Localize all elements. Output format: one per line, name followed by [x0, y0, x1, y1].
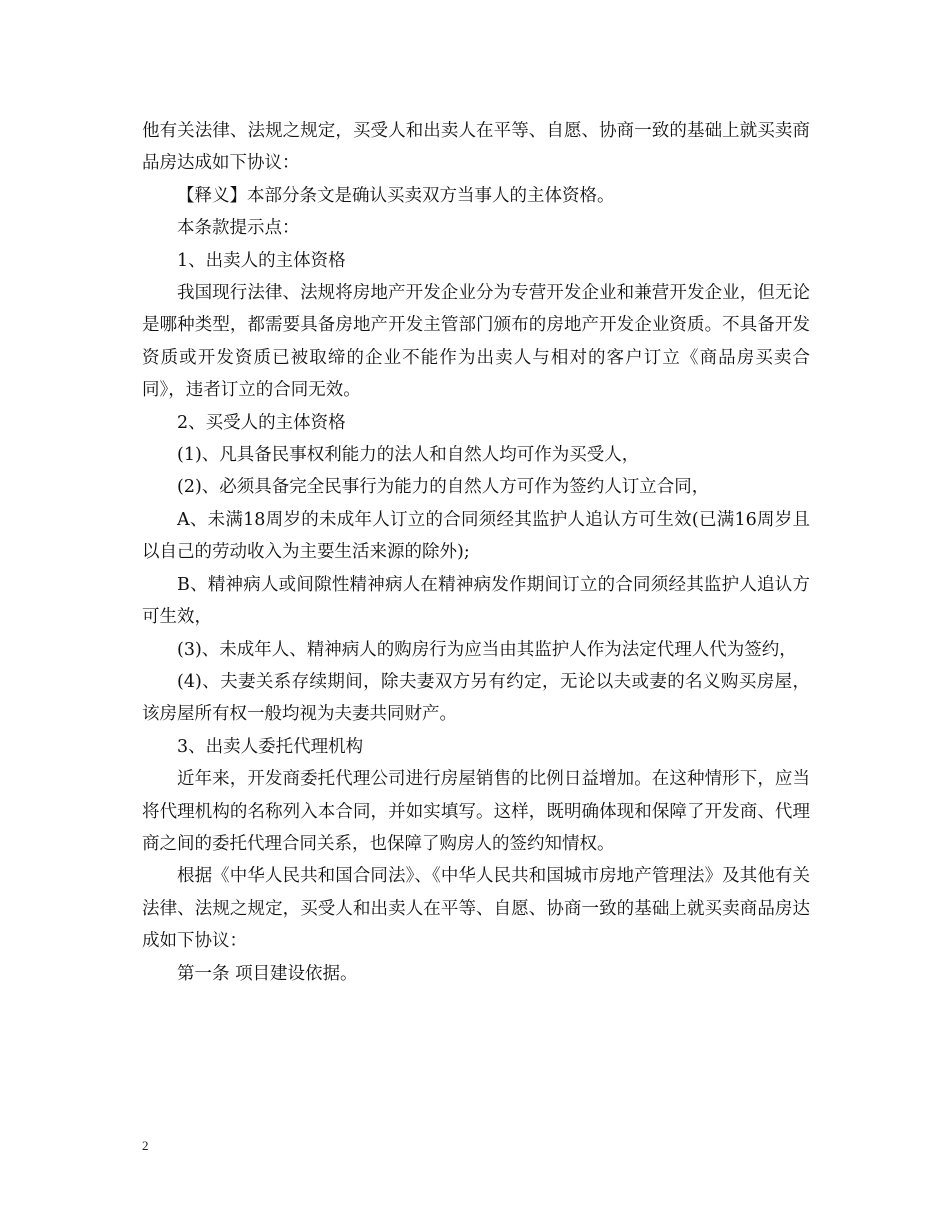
- paragraph-buyer-item-b: B、精神病人或间隙性精神病人在精神病发作期间订立的合同须经其监护人追认方可生效，: [142, 574, 810, 628]
- heading-agency: 3、出卖人委托代理机构: [177, 736, 364, 757]
- paragraph-legal-basis: 根据《中华人民共和国合同法》、《中华人民共和国城市房地产管理法》及其他有关法律、法规之规定，买受人和出卖人在平等、自愿、协商一致的基础上就买卖商品房达成如下协议：: [142, 866, 810, 952]
- paragraph-seller-qualification: 我国现行法律、法规将房地产开发企业分为专营开发企业和兼营开发企业，但无论是哪种类型，都需要具备房地产开发主管部门颁布的房地产开发企业资质。不具备开发资质或开发资质已被取缔的企业不能作为出卖人与相对的客户订立《商品房买卖合同》，违者订立的合同无效。: [142, 283, 810, 401]
- paragraph-buyer-item-4: (4)、夫妻关系存续期间，除夫妻双方另有约定，无论以夫或妻的名义购买房屋，该房屋所有权一般均视为夫妻共同财产。: [142, 671, 810, 725]
- paragraph-key-points: 本条款提示点：: [177, 218, 300, 239]
- document-body: [142, 115, 810, 990]
- paragraph-buyer-item-3: (3)、未成年人、精神病人的购房行为应当由其监护人作为法定代理人代为签约，: [177, 639, 797, 660]
- paragraph-buyer-item-2: (2)、必须具备完全民事行为能力的自然人方可作为签约人订立合同，: [177, 477, 710, 498]
- paragraph-continuation: 他有关法律、法规之规定，买受人和出卖人在平等、自愿、协商一致的基础上就买卖商品房达成如下协议：: [142, 121, 810, 174]
- paragraph-buyer-item-1: (1)、凡具备民事权利能力的法人和自然人均可作为买受人，: [177, 445, 640, 466]
- paragraph-interpretation: 【释义】本部分条文是确认买卖双方当事人的主体资格。: [177, 185, 615, 206]
- page-number: 2: [142, 1138, 149, 1153]
- paragraph-buyer-item-a: A、未满18周岁的未成年人订立的合同须经其监护人追认方可生效(已满16周岁且以自己的劳动收入为主要生活来源的除外);: [142, 509, 810, 563]
- heading-seller-qualification: 1、出卖人的主体资格: [177, 250, 346, 271]
- heading-article-one: 第一条 项目建设依据。: [177, 963, 358, 984]
- paragraph-agency: 近年来，开发商委托代理公司进行房屋销售的比例日益增加。在这种情形下，应当将代理机构的名称列入本合同，并如实填写。这样，既明确体现和保障了开发商、代理商之间的委托代理合同关系，也保障了购房人的签约知情权。: [142, 769, 810, 854]
- heading-buyer-qualification: 2、买受人的主体资格: [177, 412, 346, 433]
